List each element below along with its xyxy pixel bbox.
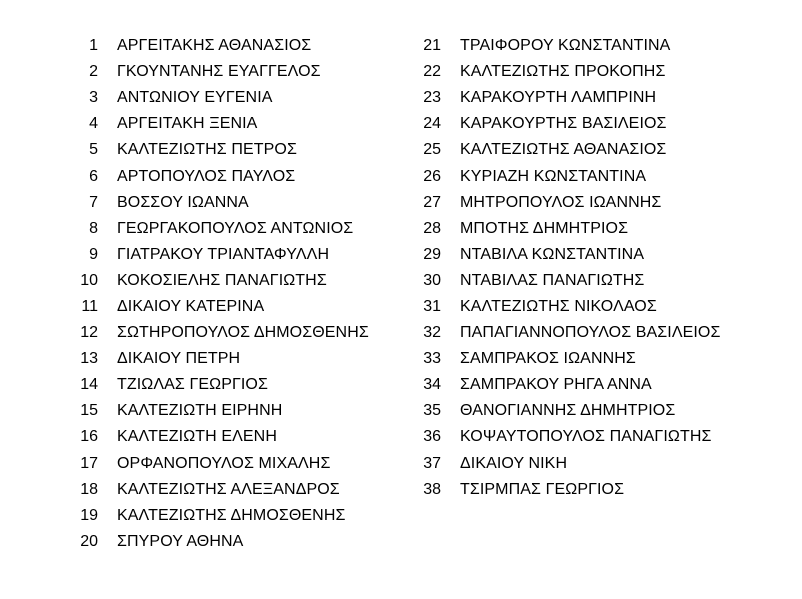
item-number: 5 [89,141,98,159]
item-number: 3 [89,89,98,107]
item-number: 24 [423,115,441,133]
list-item [413,372,720,398]
item-number: 32 [423,324,441,342]
list-item [413,59,720,85]
list-item [70,346,369,372]
item-name: ΜΗΤΡΟΠΟΥΛΟΣ ΙΩΑΝΝΗΣ [460,193,662,211]
list-item [413,294,720,320]
item-number: 6 [89,167,98,185]
item-name: ΑΡΓΕΙΤΑΚΗ ΞΕΝΙΑ [117,115,258,133]
item-number: 23 [423,89,441,107]
list-item [70,477,369,503]
item-name: ΣΠΥΡΟΥ ΑΘΗΝΑ [117,532,244,550]
item-number: 11 [81,297,98,315]
list-item [70,190,369,216]
list-item [70,424,369,450]
item-number: 1 [89,37,98,55]
item-number: 30 [423,271,441,289]
item-name: ΚΑΛΤΕΖΙΩΤΗΣ ΝΙΚΟΛΑΟΣ [460,297,657,315]
list-item [413,346,720,372]
list-item [70,320,369,346]
item-name: ΚΟΚΟΣΙΕΛΗΣ ΠΑΝΑΓΙΩΤΗΣ [117,271,327,289]
item-name: ΣΑΜΠΡΑΚΟΣ ΙΩΑΝΝΗΣ [460,350,636,368]
item-number: 34 [423,376,441,394]
item-number: 26 [423,167,441,185]
item-number: 8 [89,219,98,237]
list-item [413,216,720,242]
list-item [413,137,720,163]
item-name: ΠΑΠΑΓΙΑΝΝΟΠΟΥΛΟΣ ΒΑΣΙΛΕΙΟΣ [460,324,721,342]
list-item [70,163,369,189]
list-item [70,242,369,268]
item-number: 12 [80,324,98,342]
item-name: ΔΙΚΑΙΟΥ ΚΑΤΕΡΙΝΑ [117,297,265,315]
item-number: 22 [423,63,441,81]
item-number: 14 [80,376,98,394]
item-number: 17 [80,454,98,472]
item-number: 19 [80,506,98,524]
item-name: ΚΑΛΤΕΖΙΩΤΗ ΕΙΡΗΝΗ [117,402,283,420]
item-name: ΚΟΨΑΥΤΟΠΟΥΛΟΣ ΠΑΝΑΓΙΩΤΗΣ [460,428,712,446]
item-name: ΑΡΓΕΙΤΑΚΗΣ ΑΘΑΝΑΣΙΟΣ [117,37,312,55]
item-name: ΚΑΛΤΕΖΙΩΤΗΣ ΑΘΑΝΑΣΙΟΣ [460,141,667,159]
list-item [70,216,369,242]
list-item [70,33,369,59]
item-number: 37 [423,454,441,472]
item-name: ΣΑΜΠΡΑΚΟΥ ΡΗΓΑ ΑΝΝΑ [460,376,652,394]
list-item [70,268,369,294]
item-number: 7 [89,193,98,211]
item-number: 28 [423,219,441,237]
list-item [70,451,369,477]
item-number: 31 [423,297,441,315]
item-name: ΚΑΛΤΕΖΙΩΤΗ ΕΛΕΝΗ [117,428,277,446]
item-name: ΘΑΝΟΓΙΑΝΝΗΣ ΔΗΜΗΤΡΙΟΣ [460,402,676,420]
item-name: ΟΡΦΑΝΟΠΟΥΛΟΣ ΜΙΧΑΛΗΣ [117,454,331,472]
item-name: ΑΝΤΩΝΙΟΥ ΕΥΓΕΝΙΑ [117,89,273,107]
item-number: 20 [80,532,98,550]
item-number: 36 [423,428,441,446]
list-item [413,398,720,424]
name-list-right [413,33,720,503]
list-item [70,294,369,320]
list-item [70,398,369,424]
list-item [70,59,369,85]
item-number: 13 [80,350,98,368]
list-item [413,477,720,503]
list-item [413,85,720,111]
list-item [413,424,720,450]
list-item [70,85,369,111]
item-name: ΚΑΛΤΕΖΙΩΤΗΣ ΠΕΤΡΟΣ [117,141,297,159]
item-number: 33 [423,350,441,368]
item-name: ΝΤΑΒΙΛΑ ΚΩΝΣΤΑΝΤΙΝΑ [460,245,645,263]
list-item [70,372,369,398]
list-item [413,451,720,477]
item-number: 18 [80,480,98,498]
item-name: ΚΑΛΤΕΖΙΩΤΗΣ ΔΗΜΟΣΘΕΝΗΣ [117,506,346,524]
item-number: 9 [89,245,98,263]
list-item [70,137,369,163]
item-name: ΚΑΡΑΚΟΥΡΤΗ ΛΑΜΠΡΙΝΗ [460,89,657,107]
item-number: 29 [423,245,441,263]
item-number: 15 [80,402,98,420]
item-name: ΔΙΚΑΙΟΥ ΠΕΤΡΗ [117,350,241,368]
name-list-left [70,33,369,555]
list-item [70,529,369,555]
item-number: 4 [89,115,98,133]
item-name: ΜΠΟΤΗΣ ΔΗΜΗΤΡΙΟΣ [460,219,629,237]
list-item [70,111,369,137]
item-name: ΣΩΤΗΡΟΠΟΥΛΟΣ ΔΗΜΟΣΘΕΝΗΣ [117,324,369,342]
item-name: ΤΣΙΡΜΠΑΣ ΓΕΩΡΓΙΟΣ [460,480,625,498]
list-item [413,163,720,189]
list-item [413,33,720,59]
list-item [413,268,720,294]
item-number: 21 [423,37,441,55]
list-item [70,503,369,529]
list-item [413,111,720,137]
list-item [413,242,720,268]
item-name: ΤΖΙΩΛΑΣ ΓΕΩΡΓΙΟΣ [117,376,268,394]
list-item [413,320,720,346]
item-number: 35 [423,402,441,420]
list-item [413,190,720,216]
item-number: 16 [80,428,98,446]
item-name: ΒΟΣΣΟΥ ΙΩΑΝΝΑ [117,193,249,211]
item-name: ΑΡΤΟΠΟΥΛΟΣ ΠΑΥΛΟΣ [117,167,296,185]
item-number: 38 [423,480,441,498]
item-name: ΝΤΑΒΙΛΑΣ ΠΑΝΑΓΙΩΤΗΣ [460,271,645,289]
item-name: ΓΙΑΤΡΑΚΟΥ ΤΡΙΑΝΤΑΦΥΛΛΗ [117,245,330,263]
item-number: 25 [423,141,441,159]
item-number: 2 [89,63,98,81]
item-name: ΚΥΡΙΑΖΗ ΚΩΝΣΤΑΝΤΙΝΑ [460,167,647,185]
item-name: ΔΙΚΑΙΟΥ ΝΙΚΗ [460,454,568,472]
item-number: 27 [423,193,441,211]
item-name: ΚΑΡΑΚΟΥΡΤΗΣ ΒΑΣΙΛΕΙΟΣ [460,115,667,133]
item-name: ΤΡΑΙΦΟΡΟΥ ΚΩΝΣΤΑΝΤΙΝΑ [460,37,671,55]
item-number: 10 [80,271,98,289]
item-name: ΚΑΛΤΕΖΙΩΤΗΣ ΠΡΟΚΟΠΗΣ [460,63,666,81]
item-name: ΓΚΟΥΝΤΑΝΗΣ ΕΥΑΓΓΕΛΟΣ [117,63,321,81]
item-name: ΓΕΩΡΓΑΚΟΠΟΥΛΟΣ ΑΝΤΩΝΙΟΣ [117,219,354,237]
item-name: ΚΑΛΤΕΖΙΩΤΗΣ ΑΛΕΞΑΝΔΡΟΣ [117,480,340,498]
